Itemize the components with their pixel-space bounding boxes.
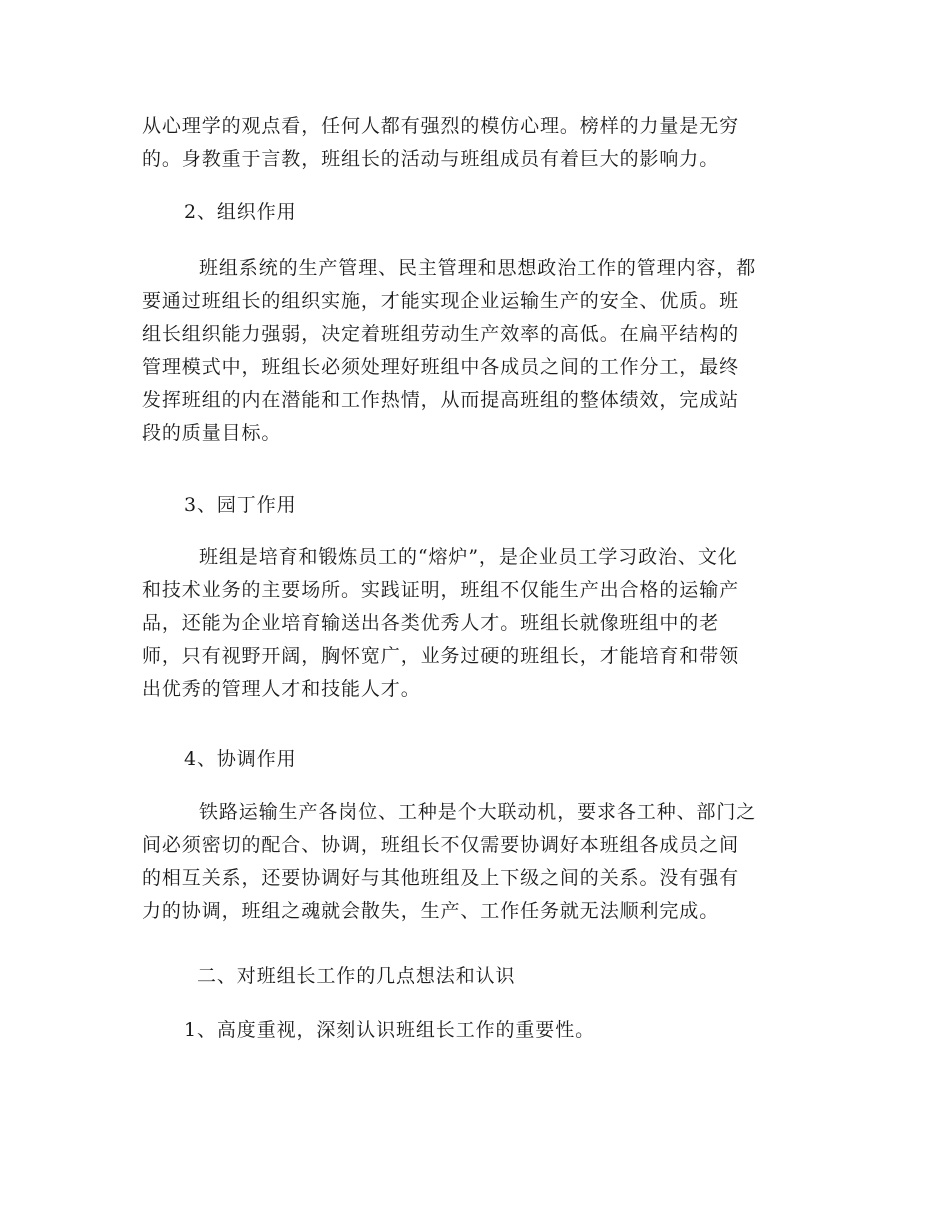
text-line: 和技术业务的主要场所。实践证明，班组不仅能生产出合格的运输产 — [142, 579, 740, 601]
heading-coordination-role — [142, 743, 850, 776]
text-line: 师，只有视野开阔，胸怀宽广，业务过硬的班组长，才能培育和带领 — [142, 645, 740, 667]
text-line: 出优秀的管理人才和技能人才。 — [142, 678, 421, 700]
text-line: 管理模式中，班组长必须处理好班组中各成员之间的工作分工，最终 — [142, 356, 740, 378]
paragraph-organizing-role — [142, 252, 808, 450]
heading-text: 3、园丁作用 — [184, 494, 297, 516]
text-line: 品，还能为企业培育输送出各类优秀人才。班组长就像班组中的老 — [142, 612, 720, 634]
heading-organizing-role — [142, 196, 850, 229]
heading-gardener-role — [142, 489, 850, 522]
heading-text: 2、组织作用 — [184, 201, 297, 223]
heading-high-priority — [142, 1014, 850, 1047]
text-line: 铁路运输生产各岗位、工种是个大联动机，要求各工种、部门之 — [199, 801, 757, 823]
text-line: 组长组织能力强弱，决定着班组劳动生产效率的高低。在扁平结构的 — [142, 323, 740, 345]
text-line: 班组是培育和锻炼员工的“熔炉”，是企业员工学习政治、文化 — [199, 546, 738, 568]
paragraph-gardener-role — [142, 541, 808, 706]
heading-text: 4、协调作用 — [184, 748, 297, 770]
text-line: 间必须密切的配合、协调，班组长不仅需要协调好本班组各成员之间 — [142, 834, 740, 856]
text-line: 段的质量目标。 — [142, 422, 282, 444]
section-heading-thoughts — [142, 960, 863, 993]
text-line: 从心理学的观点看，任何人都有强烈的模仿心理。榜样的力量是无穷 — [142, 115, 740, 137]
text-line: 要通过班组长的组织实施，才能实现企业运输生产的安全、优质。班 — [142, 290, 740, 312]
paragraph-imitation-psychology — [142, 110, 808, 176]
text-line: 的。身教重于言教，班组长的活动与班组成员有着巨大的影响力。 — [142, 148, 720, 170]
text-line: 发挥班组的内在潜能和工作热情，从而提高班组的整体绩效，完成站 — [142, 389, 740, 411]
text-line: 力的协调，班组之魂就会散失，生产、工作任务就无法顺利完成。 — [142, 900, 720, 922]
text-line: 的相互关系，还要协调好与其他班组及上下级之间的关系。没有强有 — [142, 867, 740, 889]
paragraph-coordination-role — [142, 796, 808, 928]
heading-text: 二、对班组长工作的几点想法和认识 — [197, 965, 516, 987]
text-line: 班组系统的生产管理、民主管理和思想政治工作的管理内容，都 — [199, 257, 757, 279]
heading-text: 1、高度重视，深刻认识班组长工作的重要性。 — [184, 1019, 595, 1041]
